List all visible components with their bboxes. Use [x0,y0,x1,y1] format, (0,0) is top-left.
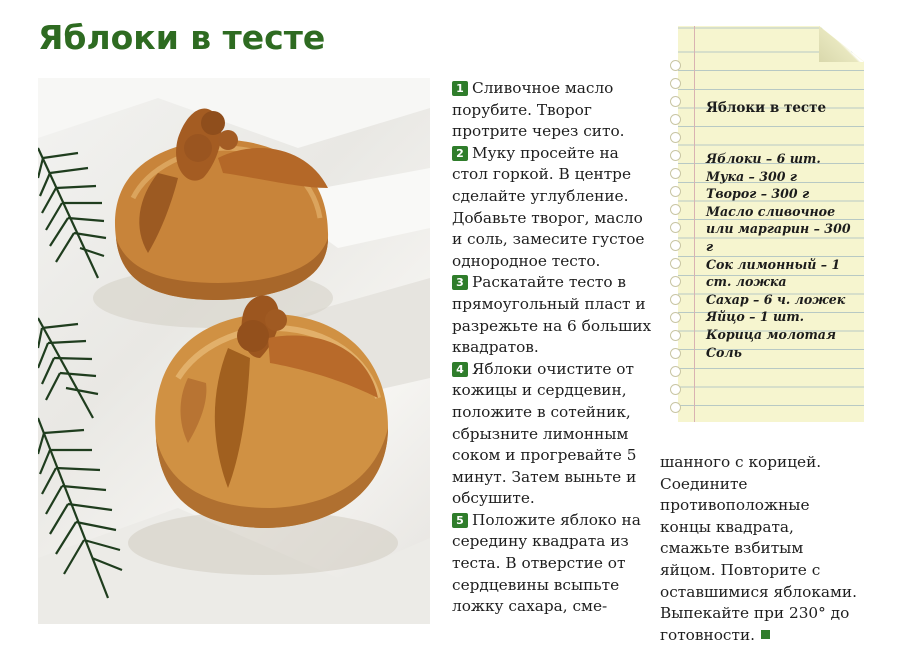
step-text: Муку просейте на стол горкой. В центре сделайте углубление. Добавьте творог, масло и соль, замесите густое однородное тесто. [452,143,645,270]
ingredient-item: Сок лимонный – 1 ст. ложка [706,256,841,290]
baked-apples-photo-icon [38,78,430,624]
end-square-icon [761,630,770,639]
step-number-badge: 2 [452,146,468,161]
step-text: Яблоки очистите от кожицы и сердцевин, положите в сотейник, сбрызните лимонным соком и прогревайте 5 минут. Затем выньте и обсушите. [452,359,637,508]
ingredient-item: Сахар – 6 ч. ложек [706,291,846,307]
ingredient-item: Масло сливочное или маргарин – 300 г [706,203,851,254]
step-3 [452,272,652,358]
recipe-photo [38,78,430,624]
step-text: Раскатайте тесто в прямоугольный пласт и разрежьте на 6 больших квадратов. [452,273,652,357]
step-2 [452,143,652,273]
ingredient-item: Корица молотая [706,326,836,342]
ingredient-item: Мука – 300 г [706,168,797,184]
step-1 [452,78,652,143]
page-title: Яблоки в тесте [38,18,326,57]
ingredients-list [706,150,856,361]
step-4 [452,359,652,510]
ingredient-item: Яйцо – 1 шт. [706,309,805,325]
step-5 [452,510,652,618]
step-number-badge: 4 [452,362,468,377]
ingredient-item: Яблоки – 6 шт. [706,151,821,166]
ingredient-item: Творог – 300 г [706,186,810,202]
step-number-badge: 1 [452,81,468,96]
step-text: Сливочное масло порубите. Творог протрите через сито. [452,79,625,141]
step-number-badge: 5 [452,513,468,528]
step-number-badge: 3 [452,275,468,290]
steps-continuation [660,452,860,646]
note-title: Яблоки в тесте [706,100,827,116]
step-text: Положите яблоко на середину квадрата из теста. В отверстие от сердцевины всыпьте ложку сахара, сме- [452,510,641,616]
steps-column [452,78,652,618]
note-margin-line [694,26,695,422]
ingredient-item: Соль [706,344,742,360]
continuation-text: шанного с корицей. Соедините противоположные концы квадрата, смажьте взбитым яйцом. Повторите с оставшимися яблоками. Выпекайте при 230° до готовности. [660,453,857,644]
